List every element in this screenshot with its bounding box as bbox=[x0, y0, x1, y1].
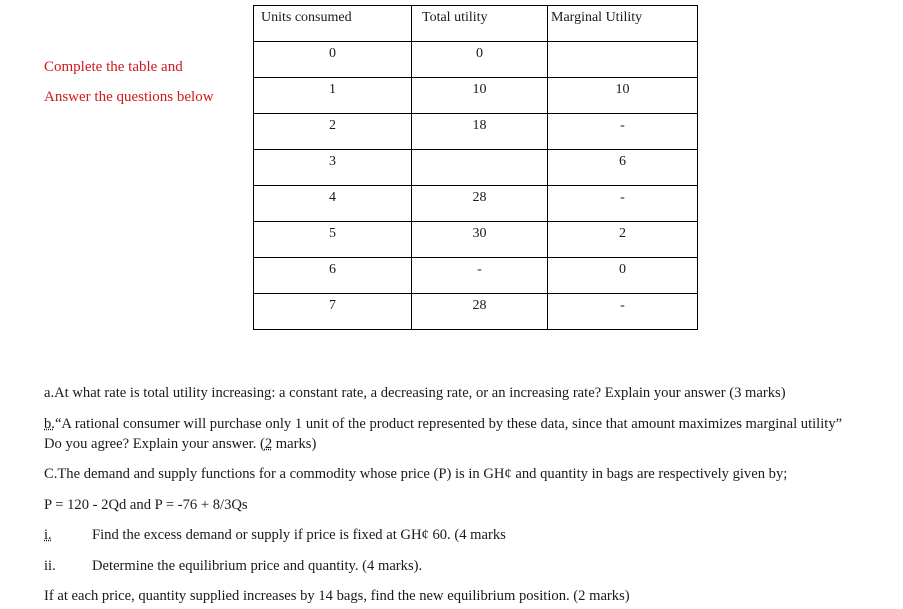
question-b-line-1 bbox=[44, 416, 842, 433]
question-c-i-number: i. bbox=[44, 527, 52, 543]
table-row bbox=[254, 78, 698, 114]
cell-units: 6 bbox=[254, 258, 412, 294]
header-marginal-utility: Marginal Utility bbox=[548, 6, 698, 42]
cell-units: 1 bbox=[254, 78, 412, 114]
question-b-line-2 bbox=[44, 436, 316, 453]
question-c-ii bbox=[44, 558, 422, 575]
question-b-marks: marks) bbox=[272, 436, 317, 452]
cell-total-utility: - bbox=[412, 258, 548, 294]
cell-total-utility: 28 bbox=[412, 186, 548, 222]
cell-marginal-utility: - bbox=[548, 294, 698, 330]
cell-units: 7 bbox=[254, 294, 412, 330]
equations: P = 120 - 2Qd and P = -76 + 8/3Qs bbox=[44, 497, 248, 513]
question-c-ii-text: Determine the equilibrium price and quantity. (4 marks). bbox=[92, 558, 423, 574]
cell-marginal-utility: 0 bbox=[548, 258, 698, 294]
cell-units: 0 bbox=[254, 42, 412, 78]
table-header-row bbox=[254, 6, 698, 42]
table-row bbox=[254, 258, 698, 294]
table-row bbox=[254, 42, 698, 78]
cell-marginal-utility: - bbox=[548, 114, 698, 150]
cell-units: 5 bbox=[254, 222, 412, 258]
table-row bbox=[254, 114, 698, 150]
question-c-ii-number: ii. bbox=[44, 558, 56, 574]
header-total-utility: Total utility bbox=[412, 6, 548, 42]
table-row bbox=[254, 294, 698, 330]
question-b-marks-number: 2 bbox=[264, 436, 273, 452]
cell-total-utility: 10 bbox=[412, 78, 548, 114]
cell-total-utility: 0 bbox=[412, 42, 548, 78]
instruction-line-2: Answer the questions below bbox=[44, 89, 214, 105]
table-row bbox=[254, 150, 698, 186]
cell-units: 2 bbox=[254, 114, 412, 150]
utility-table bbox=[253, 5, 698, 330]
question-b-ask: Do you agree? Explain your answer. ( bbox=[44, 436, 265, 452]
cell-total-utility: 28 bbox=[412, 294, 548, 330]
cell-marginal-utility bbox=[548, 42, 698, 78]
question-b-text: “A rational consumer will purchase only 1 unit of the product represented by these data, since that amount maximizes marginal utility” bbox=[54, 416, 843, 432]
question-a: a.At what rate is total utility increasing: a constant rate, a decreasing rate, or an increasing rate? Explain your answer (3 marks) bbox=[44, 385, 786, 401]
question-c-i bbox=[44, 527, 506, 544]
table-row bbox=[254, 186, 698, 222]
cell-total-utility: 30 bbox=[412, 222, 548, 258]
table-row bbox=[254, 222, 698, 258]
question-final: If at each price, quantity supplied increases by 14 bags, find the new equilibrium position. (2 marks) bbox=[44, 588, 630, 604]
cell-marginal-utility: - bbox=[548, 186, 698, 222]
header-units-consumed: Units consumed bbox=[254, 6, 412, 42]
cell-units: 3 bbox=[254, 150, 412, 186]
question-c-i-text: Find the excess demand or supply if price is fixed at GH¢ 60. (4 marks bbox=[92, 527, 506, 543]
cell-units: 4 bbox=[254, 186, 412, 222]
cell-marginal-utility: 10 bbox=[548, 78, 698, 114]
question-b-prefix: b. bbox=[44, 416, 55, 432]
cell-total-utility bbox=[412, 150, 548, 186]
question-c: C.The demand and supply functions for a commodity whose price (P) is in GH¢ and quantity in bags are respectively given by; bbox=[44, 466, 788, 482]
cell-marginal-utility: 6 bbox=[548, 150, 698, 186]
cell-total-utility: 18 bbox=[412, 114, 548, 150]
cell-marginal-utility: 2 bbox=[548, 222, 698, 258]
instruction-line-1: Complete the table and bbox=[44, 59, 183, 75]
